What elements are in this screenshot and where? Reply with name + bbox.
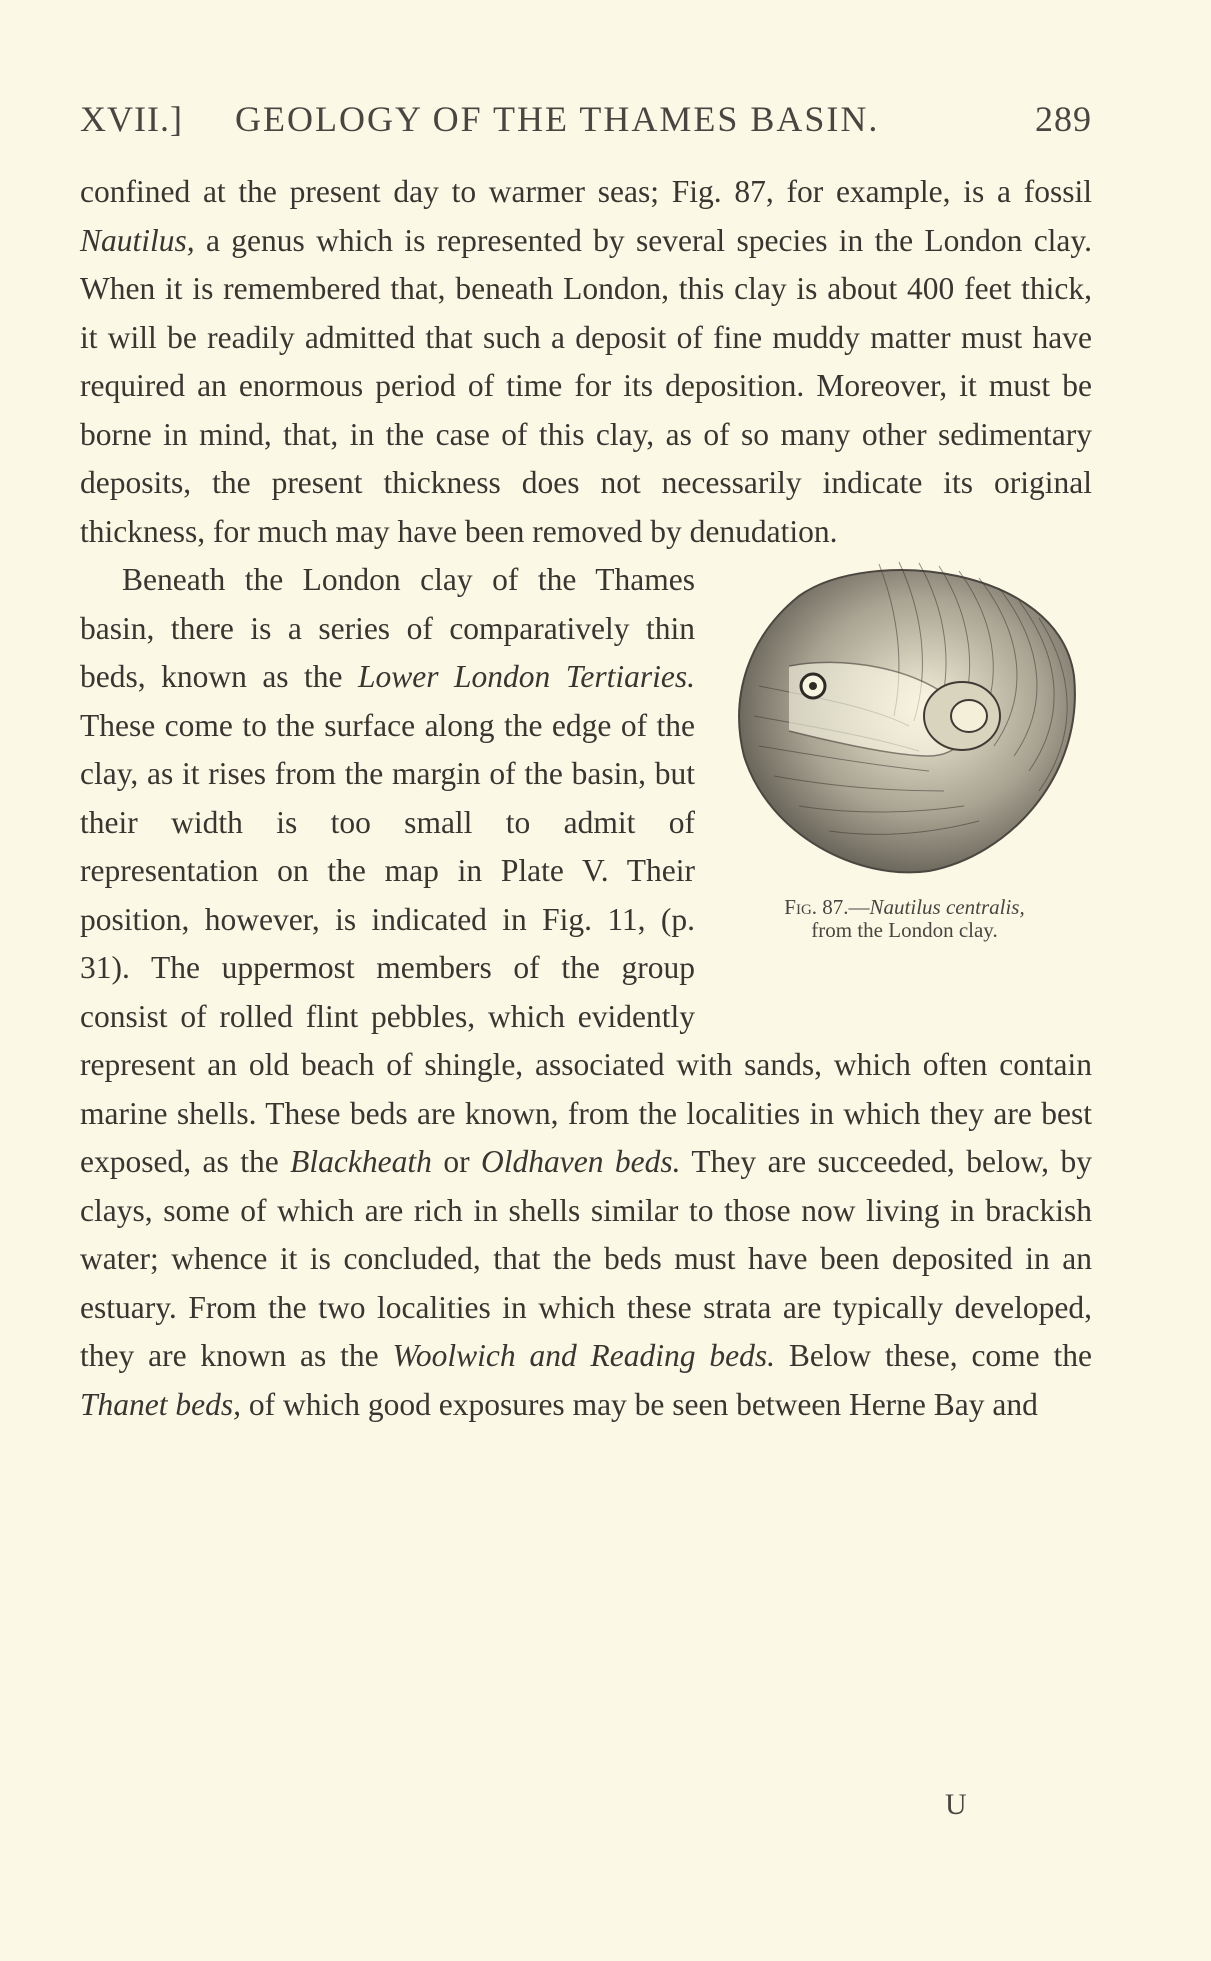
text-run: Beneath the London clay of the Thames basin, there is a series of comparatively thin beds, known as the [80, 562, 695, 694]
figure-87 [717, 556, 1092, 1011]
text-run: or [431, 1144, 482, 1179]
body-text [80, 168, 1092, 1429]
text-run: confined at the present day to warmer seas; Fig. 87, for example, is a fossil [80, 174, 1092, 209]
italic-term: Lower London Tertiaries. [358, 659, 695, 694]
page-number: 289 [1035, 99, 1092, 139]
caption-source: from the London clay. [811, 918, 998, 942]
text-run: Below these, come the [775, 1338, 1093, 1373]
italic-term: Nautilus, [80, 222, 195, 258]
signature-mark: U [945, 1788, 967, 1821]
italic-term: Oldhaven beds. [481, 1144, 681, 1179]
running-header [80, 98, 1092, 146]
chapter-number: XVII.] [80, 99, 183, 139]
caption-label: Fig. 87.— [784, 895, 870, 919]
figure-caption [717, 896, 1092, 942]
caption-species: Nautilus centralis, [869, 895, 1025, 919]
italic-term: Blackheath [290, 1144, 432, 1179]
text-run: of which good exposures may be seen between Herne Bay and [241, 1386, 1038, 1422]
text-run: These come to the surface along the edge of the clay, as it rises from the margin of the basin, but their width is too small to admit of representation on the map in Plate V. Their position, however, is indicated in Fig. 11, (p. 31). The uppermost members of the group consist of rolled flint pebbles, which evidently represent an old beach of shingle, associated with sands, which often contain marine shells. These beds are known, from the localities in which they are best exposed, as the [80, 707, 1092, 1179]
text-run: a genus which is represented by several species in the London clay. When it is remembered that, beneath London, this clay is about 400 feet thick, it will be readily admitted that such a deposit of fine muddy matter must have required an enormous period of time for its deposition. Moreover, it must be borne in mind, that, in the case of this clay, as of so many other sedimentary deposits, the present thickness does not necessarily indicate its original thickness, for much may have been removed by denudation. [80, 222, 1092, 549]
nautilus-fossil-icon [729, 556, 1084, 886]
text-run: They are succeeded, below, by clays, some of which are rich in shells similar to those now living in brackish water; whence it is concluded, that the beds must have been deposited in an estuary. From the two localities in which these strata are typically developed, they are known as the [80, 1144, 1092, 1373]
italic-term: Woolwich and Reading beds. [392, 1338, 776, 1373]
running-title: GEOLOGY OF THE THAMES BASIN. [235, 99, 880, 139]
paragraph-1 [80, 168, 1092, 556]
italic-term: Thanet beds, [80, 1386, 241, 1422]
